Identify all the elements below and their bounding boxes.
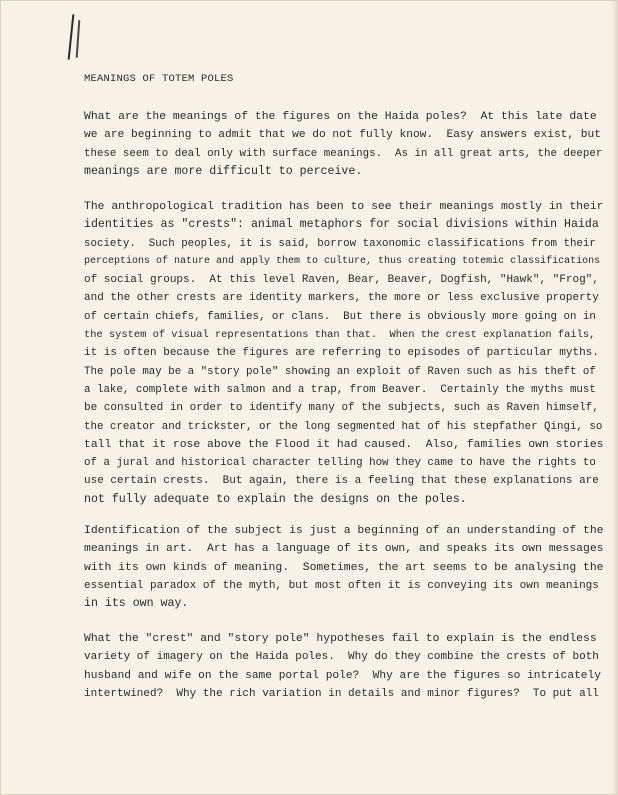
text-line: and the other crests are identity markers, the more or less exclusive property — [84, 292, 599, 305]
text-line: variety of imagery on the Haida poles. Why do they combine the crests of both — [84, 651, 599, 664]
text-line: of social groups. At this level Raven, Bear, Beaver, Dogfish, "Hawk", "Frog", — [84, 274, 599, 287]
text-line: be consulted in order to identify many of the subjects, such as Raven himself, — [84, 402, 599, 415]
paragraph — [84, 630, 604, 703]
text-line: tall that it rose above the Flood it had caused. Also, families own stories — [84, 438, 604, 451]
text-line: not fully adequate to explain the designs on the poles. — [84, 492, 467, 506]
staple-mark — [76, 20, 81, 58]
text-line: we are beginning to admit that we do not fully know. Easy answers exist, but — [84, 129, 601, 142]
text-line: What the "crest" and "story pole" hypotheses fail to explain is the endless — [84, 633, 597, 645]
text-line: husband and wife on the same portal pole? Why are the figures so intricately — [84, 669, 601, 682]
text-line: the creator and trickster, or the long segmented hat of his stepfather Qingi, so — [84, 420, 603, 433]
text-line: The pole may be a "story pole" showing an exploit of Raven such as his theft of — [84, 365, 596, 378]
text-line: What are the meanings of the figures on the Haida poles? At this late date — [84, 111, 597, 123]
text-line: the system of visual representations than that. When the crest explanation fails, — [84, 329, 596, 342]
text-line: these seem to deal only with surface meanings. As in all great arts, the deeper — [84, 147, 603, 160]
document-title: MEANINGS OF TOTEM POLES — [84, 73, 234, 85]
text-line: essential paradox of the myth, but most often it is conveying its own meanings — [84, 579, 599, 592]
text-line: The anthropological tradition has been to see their meanings mostly in their — [84, 201, 604, 213]
text-line: it is often because the figures are referring to episodes of particular myths. — [84, 347, 599, 360]
text-line: a lake, complete with salmon and a trap, from Beaver. Certainly the myths must — [84, 383, 596, 396]
text-line: in its own way. — [84, 597, 189, 611]
text-line: use certain crests. But again, there is a feeling that these explanations are — [84, 475, 599, 488]
text-line: meanings are more difficult to perceive. — [84, 164, 363, 178]
text-line: society. Such peoples, it is said, borrow taxonomic classifications from their — [84, 237, 596, 250]
text-line: of a jural and historical character telling how they came to have the rights to — [84, 457, 596, 470]
text-line: Identification of the subject is just a beginning of an understanding of the — [84, 525, 604, 537]
text-line: perceptions of nature and apply them to culture, thus creating totemic classifications — [84, 255, 601, 267]
paragraph — [84, 198, 604, 509]
text-line: meanings in art. Art has a language of its own, and speaks its own messages — [84, 543, 604, 556]
text-line: identities as "crests": animal metaphors for social divisions within Haida — [84, 218, 599, 232]
text-line: of certain chiefs, families, or clans. But there is obviously more going on in — [84, 310, 596, 323]
staple-mark — [68, 14, 75, 60]
text-line: with its own kinds of meaning. Sometimes, the art seems to be analysing the — [84, 561, 604, 574]
text-line: intertwined? Why the rich variation in details and minor figures? To put all — [84, 687, 599, 700]
paragraph — [84, 108, 604, 181]
paragraph — [84, 522, 604, 613]
